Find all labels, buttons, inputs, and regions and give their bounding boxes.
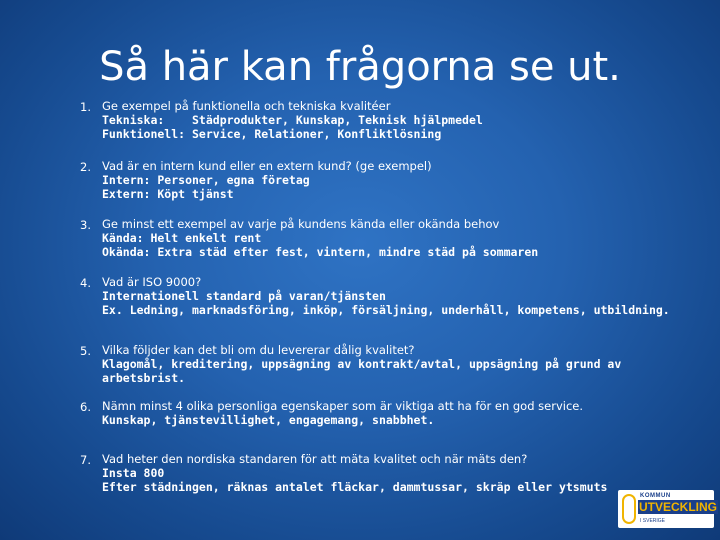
question-number: 2. [80, 160, 91, 174]
question-number: 7. [80, 453, 91, 467]
logo-text-main: UTVECKLING [639, 500, 717, 514]
question-item-4 [80, 276, 680, 317]
answer-line: Efter städningen, räknas antalet fläckar, dammtussar, skräp eller ytsmuts [102, 480, 608, 494]
logo-mark-icon [622, 494, 636, 524]
answer-line: Extern: Köpt tjänst [102, 187, 234, 201]
question-item-7 [80, 453, 680, 494]
answer-line: Intern: Personer, egna företag [102, 173, 310, 187]
question-number: 3. [80, 218, 91, 232]
question-text: Ge minst ett exempel av varje på kundens kända eller okända behov [102, 217, 500, 231]
answer-line: Internationell standard på varan/tjänsten [102, 289, 386, 303]
slide-title: Så här kan frågorna se ut. [99, 44, 621, 90]
question-item-6 [80, 400, 680, 427]
question-item-5 [80, 344, 680, 385]
answer-line: Kunskap, tjänstevillighet, engagemang, snabbhet. [102, 413, 435, 427]
answer-line: Tekniska: Städprodukter, Kunskap, Teknisk hjälpmedel [102, 113, 483, 127]
logo-text-bottom: I SVERIGE [640, 518, 666, 524]
answer-line: Funktionell: Service, Relationer, Konfliktlösning [102, 127, 442, 141]
answer-line: Okända: Extra städ efter fest, vintern, mindre städ på sommaren [102, 245, 539, 259]
question-item-2 [80, 160, 680, 201]
question-text: Vilka följder kan det bli om du levererar dålig kvalitet? [102, 343, 415, 357]
question-text: Vad är en intern kund eller en extern kund? (ge exempel) [102, 159, 432, 173]
logo-text-top: KOMMUN [640, 493, 671, 499]
question-number: 6. [80, 400, 91, 414]
question-item-3 [80, 218, 680, 259]
question-text: Nämn minst 4 olika personliga egenskaper som är viktiga att ha för en god service. [102, 399, 584, 413]
kommunutveckling-logo [618, 490, 717, 528]
question-item-1 [80, 100, 680, 141]
question-text: Vad heter den nordiska standaren för att mäta kvalitet och när mäts den? [102, 452, 528, 466]
question-number: 1. [80, 100, 91, 114]
question-number: 5. [80, 344, 91, 358]
answer-line: Ex. Ledning, marknadsföring, inköp, försäljning, underhåll, kompetens, utbildning. [102, 303, 670, 317]
answer-line: Klagomål, kreditering, uppsägning av kontrakt/avtal, uppsägning på grund av arbetsbrist. [102, 357, 629, 385]
question-number: 4. [80, 276, 91, 290]
answer-line: Kända: Helt enkelt rent [102, 231, 262, 245]
question-text: Ge exempel på funktionella och tekniska kvalitéer [102, 99, 391, 113]
question-text: Vad är ISO 9000? [102, 275, 202, 289]
answer-line: Insta 800 [102, 466, 165, 480]
